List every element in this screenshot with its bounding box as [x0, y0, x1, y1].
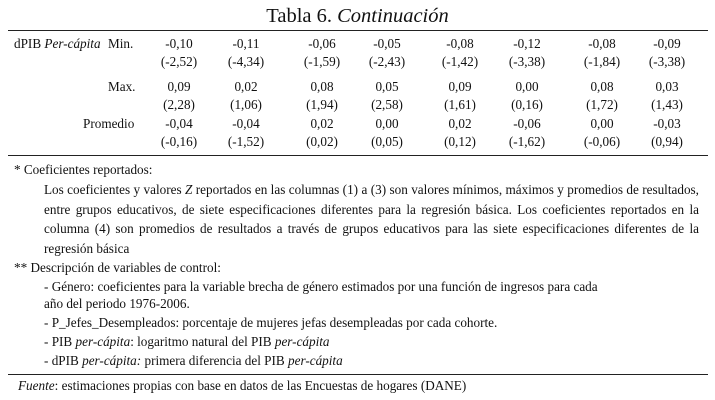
- zvalue-cell: (-0,06): [583, 134, 621, 149]
- notes-coef-text-z: Z: [185, 182, 193, 197]
- source-note: [18, 376, 466, 396]
- coef-cell: -0,03: [653, 116, 681, 131]
- coef-cell: -0,08: [588, 36, 616, 51]
- zvalue-cell: (0,94): [651, 134, 683, 149]
- zvalue-cell: (-4,34): [227, 54, 265, 69]
- zvalue-cell: (-3,38): [648, 54, 686, 69]
- notes-pib-mid: : logaritmo natural del PIB: [130, 334, 275, 349]
- zvalue-cell: (1,61): [444, 97, 476, 112]
- zvalue-cell: (-3,38): [508, 54, 546, 69]
- notes-coef-paragraph: [44, 180, 699, 258]
- notes-dpib: [44, 351, 343, 371]
- coef-cell: 0,08: [310, 79, 334, 94]
- row-label-promedio: Promedio: [83, 116, 135, 131]
- table-title: [0, 3, 715, 29]
- coef-cell: 0,02: [310, 116, 334, 131]
- notes-coef-text-1: Los coeficientes y valores: [44, 182, 186, 197]
- zvalue-cell: (0,16): [511, 97, 543, 112]
- notes-jefes: - P_Jefes_Desempleados: porcentaje de mujeres jefas desempleadas por cada cohorte.: [44, 315, 498, 330]
- coef-cell: -0,04: [232, 116, 260, 131]
- table-title-main: Tabla 6.: [266, 5, 332, 27]
- coef-cell: 0,03: [655, 79, 679, 94]
- zvalue-cell: (-1,62): [508, 134, 546, 149]
- zvalue-cell: (0,12): [444, 134, 476, 149]
- table-title-italic: Continuación: [337, 5, 449, 27]
- zvalue-cell: (1,06): [230, 97, 262, 112]
- middle-rule: [8, 155, 708, 156]
- row-label-min: Min.: [108, 36, 134, 51]
- notes-dpib-italic: per-cápita:: [82, 353, 142, 368]
- notes-coef-text-2: reportados en las columnas (1) a (3) son valores mínimos, máximos y promedios de resultados, entre grupos educativos, de siete especificaciones diferentes para la regresión básica. Los coeficientes reportados en la columna (4) son promedios de resultados a través de grupos educativos para las siete especificaciones diferentes de la regresión básica: [44, 182, 699, 256]
- coef-cell: -0,05: [373, 36, 401, 51]
- notes-genero-line1: - Género: coeficientes para la variable brecha de género estimados por una función de ingresos para cada: [44, 279, 598, 294]
- notes-dpib-pre: - dPIB: [44, 353, 83, 368]
- row-group-label: [14, 36, 101, 52]
- coef-cell: 0,09: [448, 79, 472, 94]
- row-label-max: Max.: [108, 79, 136, 94]
- row-group-label-italic: Per-cápita: [44, 36, 101, 51]
- notes-vars-heading: ** Descripción de variables de control:: [14, 260, 221, 275]
- coef-cell: 0,02: [448, 116, 472, 131]
- coef-cell: -0,06: [308, 36, 336, 51]
- zvalue-cell: (2,58): [371, 97, 403, 112]
- coef-cell: -0,08: [446, 36, 474, 51]
- zvalue-cell: (1,43): [651, 97, 683, 112]
- source-label: Fuente: [18, 378, 55, 393]
- top-rule: [8, 30, 708, 31]
- notes-pib: [44, 332, 330, 352]
- coef-cell: 0,02: [234, 79, 258, 94]
- coef-cell: -0,09: [653, 36, 681, 51]
- coef-cell: 0,09: [167, 79, 191, 94]
- notes-genero-line2: año del periodo 1976-2006.: [44, 296, 190, 311]
- zvalue-cell: (-1,84): [583, 54, 621, 69]
- notes-pib-pre: - PIB: [44, 334, 76, 349]
- coef-cell: -0,06: [513, 116, 541, 131]
- coef-cell: -0,04: [165, 116, 193, 131]
- zvalue-cell: (0,02): [306, 134, 338, 149]
- zvalue-cell: (2,28): [163, 97, 195, 112]
- zvalue-cell: (0,05): [371, 134, 403, 149]
- notes-dpib-mid: primera diferencia del PIB: [141, 353, 289, 368]
- notes-pib-italic: per-cápita: [75, 334, 131, 349]
- source-text: : estimaciones propias con base en datos de las Encuestas de hogares (DANE): [54, 378, 467, 393]
- zvalue-cell: (1,72): [586, 97, 618, 112]
- notes-coef-heading: * Coeficientes reportados:: [14, 162, 153, 177]
- zvalue-cell: (-1,52): [227, 134, 265, 149]
- coef-cell: -0,11: [232, 36, 260, 51]
- zvalue-cell: (-2,43): [368, 54, 406, 69]
- notes-dpib-italic-2: per-cápita: [288, 353, 343, 368]
- zvalue-cell: (-1,42): [441, 54, 479, 69]
- row-group-label-main: dPIB: [14, 36, 42, 51]
- coef-cell: 0,08: [590, 79, 614, 94]
- coef-cell: -0,12: [513, 36, 541, 51]
- coef-cell: 0,00: [375, 116, 399, 131]
- coef-cell: 0,00: [590, 116, 614, 131]
- zvalue-cell: (-1,59): [303, 54, 341, 69]
- notes-pib-italic-2: per-cápita: [274, 334, 330, 349]
- coef-cell: 0,00: [515, 79, 539, 94]
- coef-cell: 0,05: [375, 79, 399, 94]
- bottom-rule: [8, 374, 708, 375]
- zvalue-cell: (1,94): [306, 97, 338, 112]
- zvalue-cell: (-2,52): [160, 54, 198, 69]
- coef-cell: -0,10: [165, 36, 193, 51]
- zvalue-cell: (-0,16): [160, 134, 198, 149]
